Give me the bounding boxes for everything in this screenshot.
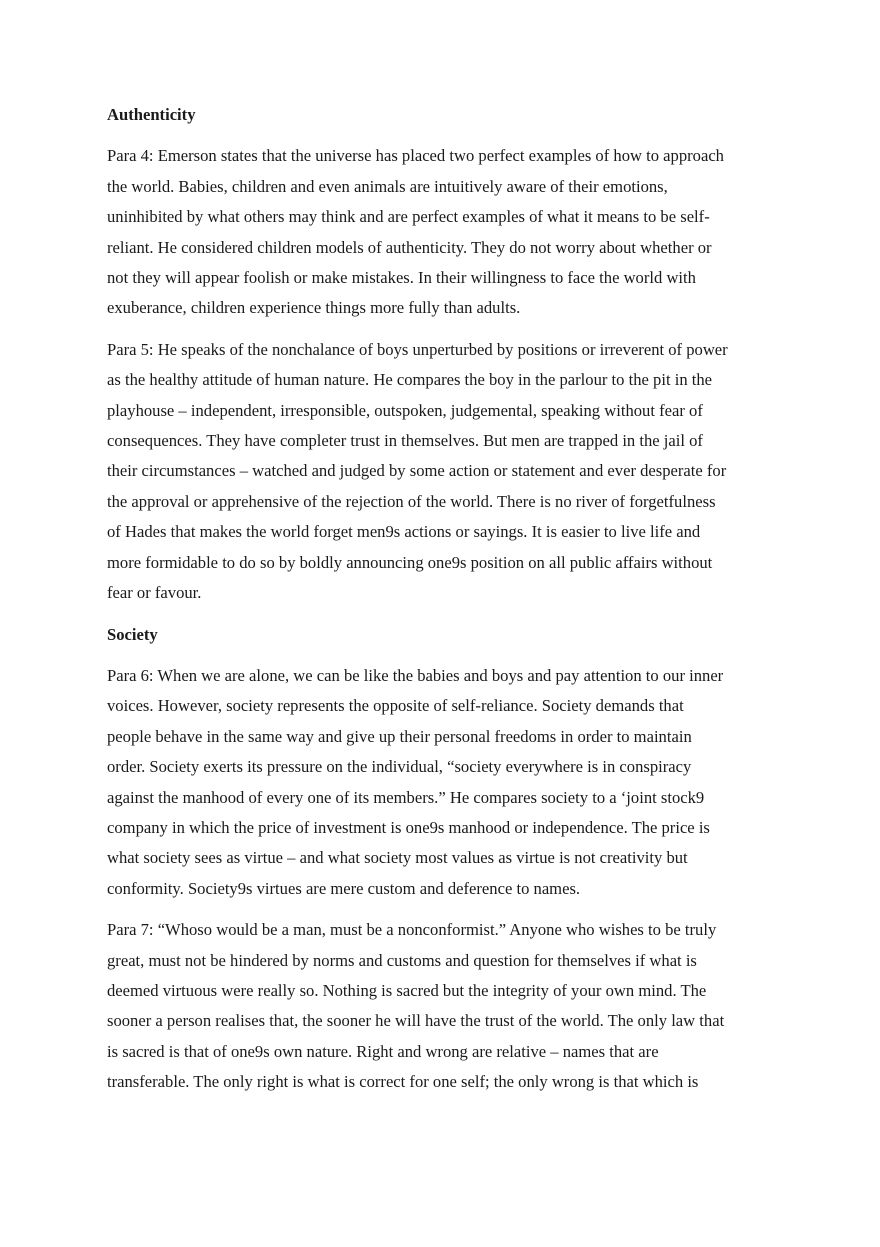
text-line: exuberance, children experience things more fully than adults. [107,298,521,318]
text-line: conformity. Society9s virtues are mere custom and deference to names. [107,878,581,898]
text-line: great, must not be hindered by norms and customs and question for themselves if what is [107,950,697,970]
text-line: their circumstances – watched and judged by some action or statement and ever desperate for [107,461,727,481]
section-heading-society: Society [107,624,158,644]
paragraph-para-4 [107,141,773,323]
paragraph-para-6 [107,661,773,904]
text-line: Para 6: When we are alone, we can be like the babies and boys and pay attention to our inner [107,665,724,685]
text-line: uninhibited by what others may think and are perfect examples of what it means to be self- [107,207,710,227]
text-line: is sacred is that of one9s own nature. Right and wrong are relative – names that are [107,1041,659,1061]
text-line: company in which the price of investment is one9s manhood or independence. The price is [107,817,710,837]
text-line: the approval or apprehensive of the rejection of the world. There is no river of forgetfulness [107,491,716,511]
text-line: consequences. They have completer trust in themselves. But men are trapped in the jail of [107,431,703,451]
text-line: deemed virtuous were really so. Nothing is sacred but the integrity of your own mind. The [107,980,707,1000]
text-line: what society sees as virtue – and what society most values as virtue is not creativity but [107,848,688,868]
text-line: more formidable to do so by boldly announcing one9s position on all public affairs without [107,552,713,572]
text-line: people behave in the same way and give up their personal freedoms in order to maintain [107,726,692,746]
text-line: playhouse – independent, irresponsible, outspoken, judgemental, speaking without fear of [107,400,703,420]
text-line: transferable. The only right is what is correct for one self; the only wrong is that which is [107,1072,699,1092]
text-line: order. Society exerts its pressure on the individual, “society everywhere is in conspiracy [107,757,692,777]
text-line: sooner a person realises that, the sooner he will have the trust of the world. The only law that [107,1011,725,1031]
text-line: Para 4: Emerson states that the universe has placed two perfect examples of how to approach [107,146,724,166]
paragraph-para-5 [107,335,773,609]
text-line: the world. Babies, children and even animals are intuitively aware of their emotions, [107,176,668,196]
document-page [107,100,773,1109]
text-line: of Hades that makes the world forget men9s actions or sayings. It is easier to live life and [107,522,701,542]
text-line: not they will appear foolish or make mistakes. In their willingness to face the world with [107,268,696,288]
text-line: fear or favour. [107,583,202,603]
text-line: as the healthy attitude of human nature. He compares the boy in the parlour to the pit in the [107,370,713,390]
text-line: Para 5: He speaks of the nonchalance of boys unperturbed by positions or irreverent of power [107,339,728,359]
text-line: against the manhood of every one of its members.” He compares society to a ‘joint stock9 [107,787,705,807]
paragraph-para-7 [107,915,773,1097]
text-line: Para 7: “Whoso would be a man, must be a nonconformist.” Anyone who wishes to be truly [107,920,717,940]
text-line: reliant. He considered children models of authenticity. They do not worry about whether or [107,237,712,257]
text-line: voices. However, society represents the opposite of self-reliance. Society demands that [107,696,684,716]
section-heading-authenticity: Authenticity [107,105,196,124]
